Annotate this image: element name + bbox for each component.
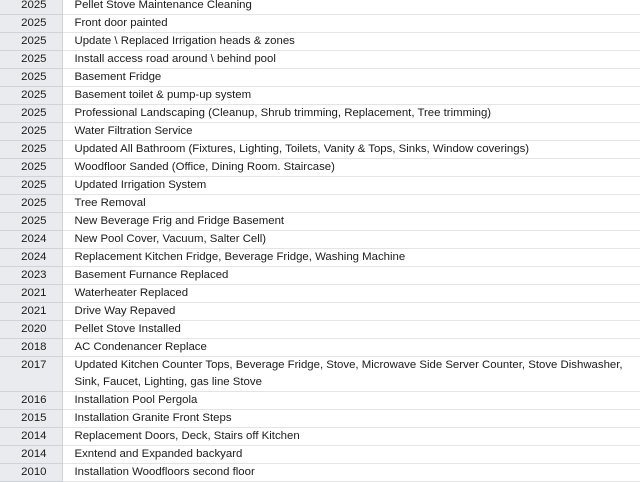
improvement-cell[interactable]: New Beverage Frig and Fridge Basement bbox=[62, 213, 640, 231]
improvement-cell[interactable]: Waterheater Replaced bbox=[62, 285, 640, 303]
table-row bbox=[0, 410, 640, 428]
improvement-cell[interactable]: Basement Fridge bbox=[62, 69, 640, 87]
year-cell[interactable]: 2025 bbox=[0, 195, 62, 213]
improvement-cell[interactable]: Basement toilet & pump-up system bbox=[62, 87, 640, 105]
year-cell[interactable]: 2018 bbox=[0, 339, 62, 357]
improvement-cell[interactable]: Updated Irrigation System bbox=[62, 177, 640, 195]
year-cell[interactable]: 2023 bbox=[0, 267, 62, 285]
table-row bbox=[0, 105, 640, 123]
table-row bbox=[0, 392, 640, 410]
table-row bbox=[0, 464, 640, 482]
year-cell[interactable]: 2020 bbox=[0, 321, 62, 339]
year-cell[interactable]: 2014 bbox=[0, 446, 62, 464]
table-row bbox=[0, 195, 640, 213]
year-cell[interactable]: 2025 bbox=[0, 0, 62, 15]
improvement-cell[interactable]: Woodfloor Sanded (Office, Dining Room. Staircase) bbox=[62, 159, 640, 177]
table-row bbox=[0, 0, 640, 15]
year-cell[interactable]: 2025 bbox=[0, 105, 62, 123]
table-row bbox=[0, 285, 640, 303]
table-row bbox=[0, 15, 640, 33]
year-cell[interactable]: 2025 bbox=[0, 159, 62, 177]
year-cell[interactable]: 2010 bbox=[0, 464, 62, 482]
improvement-cell[interactable]: Installation Granite Front Steps bbox=[62, 410, 640, 428]
year-cell[interactable]: 2025 bbox=[0, 69, 62, 87]
improvement-cell[interactable]: Tree Removal bbox=[62, 195, 640, 213]
table-row bbox=[0, 446, 640, 464]
year-cell[interactable]: 2025 bbox=[0, 33, 62, 51]
year-cell[interactable]: 2025 bbox=[0, 123, 62, 141]
table-row bbox=[0, 123, 640, 141]
year-cell[interactable]: 2017 bbox=[0, 357, 62, 392]
improvement-cell[interactable]: Pellet Stove Installed bbox=[62, 321, 640, 339]
year-cell[interactable]: 2025 bbox=[0, 15, 62, 33]
improvement-cell[interactable]: Installation Pool Pergola bbox=[62, 392, 640, 410]
table-row bbox=[0, 159, 640, 177]
improvement-cell[interactable]: Updated Kitchen Counter Tops, Beverage Fridge, Stove, Microwave Side Server Counter, Stove Dishwasher, Sink, Faucet, Lighting, gas line Stove bbox=[62, 357, 640, 392]
improvement-cell[interactable]: Water Filtration Service bbox=[62, 123, 640, 141]
table-row bbox=[0, 69, 640, 87]
year-cell[interactable]: 2024 bbox=[0, 231, 62, 249]
year-cell[interactable]: 2025 bbox=[0, 51, 62, 69]
year-cell[interactable]: 2021 bbox=[0, 285, 62, 303]
improvement-cell[interactable]: Replacement Doors, Deck, Stairs off Kitchen bbox=[62, 428, 640, 446]
table-row bbox=[0, 213, 640, 231]
improvement-cell[interactable]: Front door painted bbox=[62, 15, 640, 33]
table-row bbox=[0, 267, 640, 285]
table-row bbox=[0, 177, 640, 195]
improvement-cell[interactable]: Pellet Stove Maintenance Cleaning bbox=[62, 0, 640, 15]
table-row bbox=[0, 141, 640, 159]
year-cell[interactable]: 2016 bbox=[0, 392, 62, 410]
improvement-cell[interactable]: AC Condenancer Replace bbox=[62, 339, 640, 357]
table-row bbox=[0, 87, 640, 105]
table-row bbox=[0, 303, 640, 321]
improvement-cell[interactable]: Basement Furnance Replaced bbox=[62, 267, 640, 285]
improvement-cell[interactable]: Drive Way Repaved bbox=[62, 303, 640, 321]
table-row bbox=[0, 51, 640, 69]
year-cell[interactable]: 2025 bbox=[0, 141, 62, 159]
year-cell[interactable]: 2025 bbox=[0, 177, 62, 195]
improvement-cell[interactable]: Replacement Kitchen Fridge, Beverage Fridge, Washing Machine bbox=[62, 249, 640, 267]
year-cell[interactable]: 2025 bbox=[0, 87, 62, 105]
year-cell[interactable]: 2021 bbox=[0, 303, 62, 321]
table-row bbox=[0, 33, 640, 51]
improvement-cell[interactable]: Professional Landscaping (Cleanup, Shrub trimming, Replacement, Tree trimming) bbox=[62, 105, 640, 123]
table-row bbox=[0, 339, 640, 357]
improvement-cell[interactable]: Install access road around \ behind pool bbox=[62, 51, 640, 69]
table-row bbox=[0, 231, 640, 249]
table-row bbox=[0, 249, 640, 267]
improvement-cell[interactable]: Exntend and Expanded backyard bbox=[62, 446, 640, 464]
year-cell[interactable]: 2025 bbox=[0, 213, 62, 231]
table-row bbox=[0, 428, 640, 446]
year-cell[interactable]: 2014 bbox=[0, 428, 62, 446]
year-cell[interactable]: 2015 bbox=[0, 410, 62, 428]
improvement-cell[interactable]: Installation Woodfloors second floor bbox=[62, 464, 640, 482]
improvement-cell[interactable]: New Pool Cover, Vacuum, Salter Cell) bbox=[62, 231, 640, 249]
improvement-cell[interactable]: Updated All Bathroom (Fixtures, Lighting, Toilets, Vanity & Tops, Sinks, Window coverings) bbox=[62, 141, 640, 159]
table-row bbox=[0, 357, 640, 392]
improvement-cell[interactable]: Update \ Replaced Irrigation heads & zones bbox=[62, 33, 640, 51]
year-cell[interactable]: 2024 bbox=[0, 249, 62, 267]
table-row bbox=[0, 321, 640, 339]
